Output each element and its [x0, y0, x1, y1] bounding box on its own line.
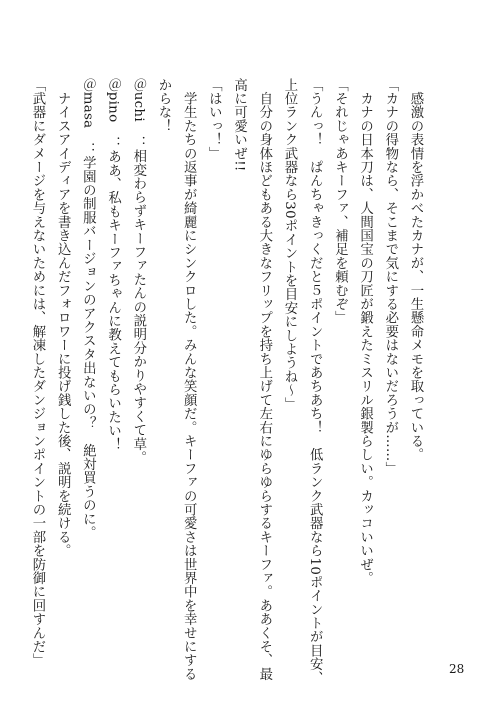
text-line: 「うんっ！ ぱんちゃきっくだと５ポイントであちあち！ 低ランク武器なら10ポイントが目安、 [307, 78, 323, 685]
chat-comment: ＠masa ：学園の制服バージョンのアクスタ出ないの？ 絶対買うのに。 [80, 78, 96, 540]
text-line: 感激の表情を浮かべたカナが、一生懸命メモを取っている。 [408, 78, 423, 462]
chat-comment: ＠pino ：ああ、私もキーファちゃんに教えてもらいたい！ [105, 78, 121, 452]
vertical-text-body [25, 78, 428, 685]
text-line: 「それじゃあキーファ、補足を頼むぞ」 [332, 78, 348, 325]
text-line: 「はいっ！」 [206, 78, 222, 161]
text-line: 「武器にダメージを与えないためには、解凍したダンジョンポイントの一部を防御に回すんだ」 [29, 78, 45, 668]
text-line: 高に可愛いぜ!! [231, 78, 247, 172]
text-line: 自分の身体ほどもある大きなフリップを持ち上げて左右にゆらゆらするキーファ。ああくそ、最 [256, 78, 272, 681]
text-line: ナイスアイディアを書き込んだフォロワーに投げ銭した後、説明を続ける。 [55, 78, 71, 558]
text-line: からな！ [155, 78, 171, 133]
text-line: 学生たちの返事が綺麗にシンクロした。みんな笑顔だ。キーファの可愛さは世界中を幸せにする [181, 78, 197, 681]
chat-comment: ＠uchi ：相変わらずキーファたんの説明分かりやすくて草。 [130, 78, 146, 465]
text-line: カナの日本刀は、人間国宝の刀匠が鍛えたミスリル銀製らしい。カッコいいぜ。 [357, 78, 373, 585]
page-number: 28 [449, 662, 465, 676]
text-line: 「カナの得物なら、そこまで気にする必要はないだろうが……」 [382, 78, 398, 476]
text-line: 上位ランク武器なら30ポイントを目安にしようね～」 [281, 78, 297, 411]
